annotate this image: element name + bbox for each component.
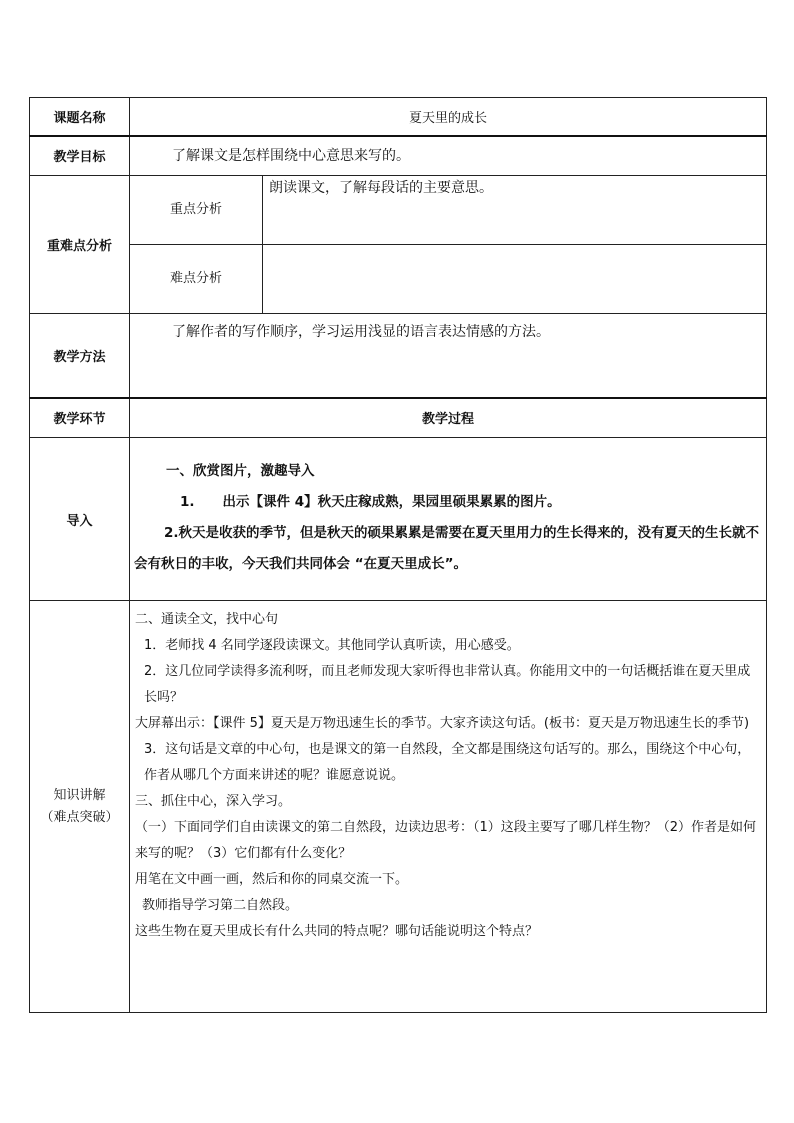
goal-value: 了解课文是怎样围绕中心意思来写的。: [130, 136, 767, 176]
row-hard-point: [30, 245, 767, 314]
intro-content: [130, 438, 767, 601]
intro-heading: 一、欣赏图片，激趣导入: [166, 463, 315, 479]
row-topic: [30, 98, 767, 136]
row-method: [30, 314, 767, 398]
intro-label: 导入: [30, 438, 130, 601]
knowledge-para-4: 大屏幕出示：【课件 5】夏天是万物迅速生长的季节。大家齐读这句话。(板书：夏天是万物迅速生长的季节): [135, 716, 750, 731]
hard-point-label: 难点分析: [130, 245, 263, 314]
knowledge-label: 知识讲解: [53, 787, 106, 803]
method-value: 了解作者的写作顺序，学习运用浅显的语言表达情感的方法。: [130, 314, 767, 398]
knowledge-para-7: （一）下面同学们自由读课文的第二自然段，边读边思考：（1）这段主要写了哪几样生物？（2）作者是如何来写的呢？（3）它们都有什么变化？: [135, 820, 757, 861]
knowledge-label-cell: [30, 601, 130, 1013]
goal-label: 教学目标: [30, 136, 130, 176]
key-point-label: 重点分析: [130, 176, 263, 245]
knowledge-para-5: 3．这句话是文章的中心句，也是课文的第一自然段，全文都是围绕这句话写的。那么，围绕这个中心句，作者从哪几个方面来讲述的呢？谁愿意说说。: [144, 742, 751, 783]
topic-label: 课题名称: [30, 98, 130, 136]
row-section-header: [30, 398, 767, 438]
row-goal: [30, 136, 767, 176]
stage-header: 教学环节: [30, 398, 130, 438]
knowledge-para-6: 三、抓住中心，深入学习。: [135, 794, 292, 809]
knowledge-para-3: 2．这几位同学读得多流利呀，而且老师发现大家听得也非常认真。你能用文中的一句话概括谁在夏天里成长吗？: [144, 664, 751, 705]
knowledge-para-9: 教师指导学习第二自然段。: [142, 898, 299, 913]
hard-point-value: [263, 245, 767, 314]
row-intro: [30, 438, 767, 601]
process-header: 教学过程: [130, 398, 767, 438]
method-label: 教学方法: [30, 314, 130, 398]
knowledge-para-8: 用笔在文中画一画，然后和你的同桌交流一下。: [135, 872, 409, 887]
row-knowledge: [30, 601, 767, 1013]
knowledge-para-1: 二、通读全文，找中心句: [135, 612, 279, 627]
row-key-point: [30, 176, 767, 245]
intro-item-1: [134, 487, 760, 518]
intro-item-1-text: 出示【课件 4】秋天庄稼成熟，果园里硕果累累的图片。: [222, 494, 561, 510]
knowledge-content: [130, 601, 767, 1013]
intro-item-1-number: 1.: [180, 494, 195, 510]
key-point-value: 朗读课文，了解每段话的主要意思。: [263, 176, 767, 245]
difficulty-label: 重难点分析: [30, 176, 130, 314]
lesson-plan-table: [29, 97, 767, 1013]
knowledge-para-10: 这些生物在夏天里成长有什么共同的特点呢？哪句话能说明这个特点？: [135, 924, 539, 939]
intro-item-2: 2.秋天是收获的季节，但是秋天的硕果累累是需要在夏天里用力的生长得来的，没有夏天的生长就不会有秋日的丰收，今天我们共同体会 “在夏天里成长”。: [134, 525, 760, 572]
knowledge-sublabel: （难点突破）: [40, 809, 119, 825]
topic-value: 夏天里的成长: [130, 98, 767, 136]
knowledge-para-2: 1．老师找 4 名同学逐段读课文。其他同学认真听读，用心感受。: [144, 638, 520, 653]
